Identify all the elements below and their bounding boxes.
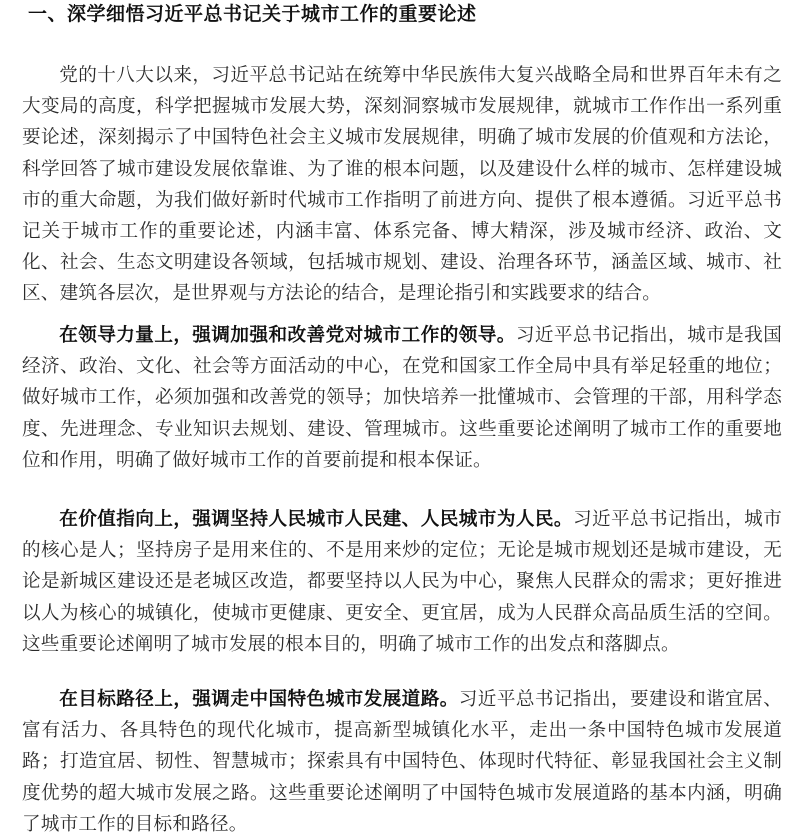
paragraph-intro <box>22 60 782 310</box>
paragraph-lead: 在领导力量上，强调加强和改善党对城市工作的领导。 <box>59 325 516 346</box>
section-heading: 一、深学细悟习近平总书记关于城市工作的重要论述 <box>28 3 477 25</box>
paragraph-values <box>22 504 782 660</box>
paragraph-leadership <box>22 320 782 476</box>
paragraph-text: 习近平总书记指出，要建设和谐宜居、富有活力、各具特色的现代化城市，提高新型城镇化水平，走出一条中国特色城市发展道路；打造宜居、韧性、智慧城市；探索具有中国特色、体现时代特征、彰显我国社会主义制度优势的超大城市发展之路。这些重要论述阐明了中国特色城市发展道路的基本内涵，明确了城市工作的目标和路径。 <box>22 689 782 835</box>
paragraph-lead: 在价值指向上，强调坚持人民城市人民建、人民城市为人民。 <box>59 509 573 530</box>
paragraph-text: 习近平总书记指出，城市的核心是人；坚持房子是用来住的、不是用来炒的定位；无论是城市规划还是城市建设，无论是新城区建设还是老城区改造，都要坚持以人民为中心，聚焦人民群众的需求；更好推进以人为核心的城镇化，使城市更健康、更安全、更宜居，成为人民群众高品质生活的空间。这些重要论述阐明了城市发展的根本目的，明确了城市工作的出发点和落脚点。 <box>22 509 783 655</box>
paragraph-text: 党的十八大以来，习近平总书记站在统筹中华民族伟大复兴战略全局和世界百年未有之大变局的高度，科学把握城市发展大势，深刻洞察城市发展规律，就城市工作作出一系列重要论述，深刻揭示了中国特色社会主义城市发展规律，明确了城市发展的价值观和方法论，科学回答了城市建设发展依靠谁、为了谁的根本问题，以及建设什么样的城市、怎样建设城市的重大命题，为我们做好新时代城市工作指明了前进方向、提供了根本遵循。习近平总书记关于城市工作的重要论述，内涵丰富、体系完备、博大精深，涉及城市经济、政治、文化、社会、生态文明建设各领域，包括城市规划、建设、治理各环节，涵盖区域、城市、社区、建筑各层次，是世界观与方法论的结合，是理论指引和实践要求的结合。 <box>22 65 782 305</box>
paragraph-lead: 在目标路径上，强调走中国特色城市发展道路。 <box>59 689 459 710</box>
paragraph-text: 习近平总书记指出，城市是我国经济、政治、文化、社会等方面活动的中心，在党和国家工作全局中具有举足轻重的地位；做好城市工作，必须加强和改善党的领导；加快培养一批懂城市、会管理的干部，用科学态度、先进理念、专业知识去规划、建设、管理城市。这些重要论述阐明了城市工作的重要地位和作用，明确了做好城市工作的首要前提和根本保证。 <box>22 325 782 471</box>
paragraph-path <box>22 684 782 840</box>
